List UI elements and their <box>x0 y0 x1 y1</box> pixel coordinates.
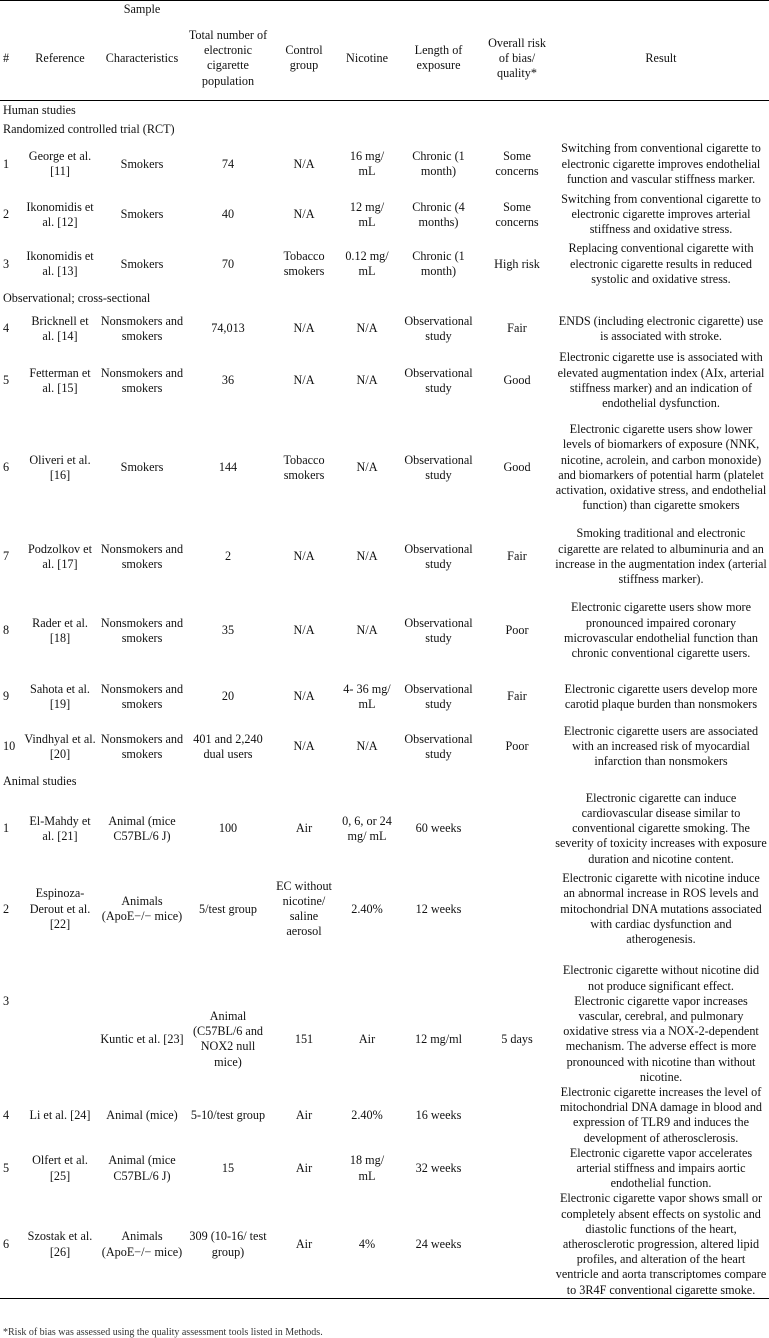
section-title: Animal studies <box>3 773 77 788</box>
section-header-row <box>0 120 769 139</box>
cell-num: 2 <box>3 901 10 916</box>
table-row <box>0 867 769 952</box>
section-header-row <box>0 289 769 308</box>
table-row <box>0 1191 769 1298</box>
cell-nicotine: 4- 36 mg/ mL <box>343 681 391 711</box>
cell-num: 2 <box>3 207 10 222</box>
cell-result: Electronic cigarette vapor increases vascular, cerebral, and pulmonary oxidative stress via a NOX-2-dependent mechanism. The adverse effect is more pronounced with nicotine than without nicotine. <box>563 993 759 1084</box>
header-total: Total number of electronic cigarette population <box>186 17 270 100</box>
cell-reference: Sahota et al. [19] <box>30 681 90 711</box>
cell-risk: Fair <box>507 549 527 564</box>
cell-control: N/A <box>293 321 315 336</box>
cell-result: Electronic cigarette vapor shows small or completely absent effects on systolic and diastolic functions of the heart, atherosclerotic progression, altered lipid profiles, and alteration of the heart ventricle and aorta transcriptomes compare to 3R4F conventional cigarette smoke. <box>553 1191 769 1298</box>
cell-reference: Li et al. [24] <box>29 1107 91 1122</box>
cell-result: Electronic cigarette users show lower levels of biomarkers of exposure (NNK, nicotine, acrolein, and carbon monoxide) and biomarkers of potential harm (platelet activation, oxidative stress, and endothelial function) than cigarette smokers <box>555 422 767 513</box>
cell-length: Observational study <box>404 541 473 571</box>
cell-risk: Good <box>503 460 531 475</box>
cell-length: 16 weeks <box>415 1107 462 1122</box>
cell-characteristics: Nonsmokers and smokers <box>100 681 184 711</box>
cell-length: Chronic (1 month) <box>412 149 465 179</box>
cell-c7 <box>481 952 553 994</box>
cell-length: 24 weeks <box>396 1191 481 1298</box>
cell-c3: Animal (C57BL/6 and NOX2 null mice) <box>192 1008 264 1069</box>
cell-control: N/A <box>293 549 315 564</box>
cell-control: N/A <box>293 623 315 638</box>
cell-risk <box>481 1085 553 1146</box>
cell-reference: George et al. [11] <box>28 149 92 179</box>
cell-control: N/A <box>293 207 315 222</box>
cell-control: N/A <box>293 689 315 704</box>
table-row <box>0 139 769 190</box>
cell-result: Electronic cigarette vapor accelerates arterial stiffness and impairs aortic endothelial function. <box>569 1145 753 1191</box>
cell-characteristics: Animals (ApoE−/− mice) <box>98 1191 186 1298</box>
cell-nicotine: N/A <box>356 623 378 638</box>
cell-risk <box>481 867 553 952</box>
table-row <box>0 308 769 350</box>
header-characteristics: Characteristics <box>98 17 186 100</box>
cell-result: Electronic cigarette users are associated with an increased risk of myocardial infarction than nonsmokers <box>563 723 759 769</box>
cell-characteristics: Smokers <box>120 156 164 171</box>
table-row-shifted <box>0 952 769 994</box>
cell-characteristics: Nonsmokers and smokers <box>100 731 184 761</box>
cell-characteristics: Smokers <box>120 207 164 222</box>
cell-nicotine: 0.12 mg/ mL <box>345 249 389 279</box>
cell-reference: Fetterman et al. [15] <box>29 365 91 395</box>
header-nicotine: Nicotine <box>338 17 396 100</box>
cell-risk: Poor <box>505 739 529 754</box>
cell-nicotine: N/A <box>356 739 378 754</box>
header-result: Result <box>553 17 769 100</box>
cell-num: 7 <box>3 549 10 564</box>
section-title: Randomized controlled trial (RCT) <box>3 121 175 136</box>
cell-num: 4 <box>3 1107 10 1122</box>
cell-nicotine: N/A <box>356 321 378 336</box>
cell-c2: Kuntic et al. [23] <box>100 1031 184 1046</box>
cell-result: Electronic cigarette without nicotine did not produce significant effect. <box>562 963 760 993</box>
table-header <box>0 1 769 101</box>
cell-control: N/A <box>293 156 315 171</box>
cell-total: 401 and 2,240 dual users <box>193 731 263 761</box>
section-title: Observational; cross-sectional <box>3 290 151 305</box>
cell-control: Air <box>295 821 313 836</box>
cell-result: Electronic cigarette increases the level of mitochondrial DNA damage in blood and expression of TLR9 and induces the development of atherosclerosis. <box>559 1084 763 1145</box>
table-row <box>0 1085 769 1146</box>
cell-control: EC without nicotine/ saline aerosol <box>276 878 332 939</box>
cell-risk: High risk <box>494 256 540 271</box>
cell-c7: 5 days <box>501 1031 533 1046</box>
cell-control: Air <box>295 1107 313 1122</box>
cell-control: Air <box>270 1191 338 1298</box>
cell-num: 9 <box>3 689 10 704</box>
cell-num: 1 <box>3 156 10 171</box>
cell-length: Observational study <box>404 452 473 482</box>
cell-nicotine: 2.40% <box>351 1107 383 1122</box>
cell-c2 <box>98 952 186 994</box>
cell-reference: Podzolkov et al. [17] <box>28 541 92 571</box>
header-reference: Reference <box>22 17 98 100</box>
cell-total: 5/test group <box>199 901 257 916</box>
table-row <box>0 672 769 722</box>
cell-length: Observational study <box>404 731 473 761</box>
cell-total: 5-10/test group <box>190 1107 266 1122</box>
cell-num: 4 <box>3 321 10 336</box>
cell-reference: Bricknell et al. [14] <box>31 313 89 343</box>
cell-risk: Fair <box>507 321 527 336</box>
cell-characteristics: Nonsmokers and smokers <box>100 541 184 571</box>
table-row <box>0 1146 769 1192</box>
cell-reference: Szostak et al. [26] <box>22 1191 98 1298</box>
cell-nicotine: 18 mg/ mL <box>349 1153 385 1183</box>
cell-risk: Fair <box>507 689 527 704</box>
cell-control: N/A <box>293 373 315 388</box>
cell-total: 309 (10-16/ test group) <box>186 1191 270 1298</box>
header-risk: Overall risk of bias/ quality* <box>481 17 553 100</box>
cell-total: 15 <box>221 1160 235 1175</box>
cell-total: 74,013 <box>211 321 245 336</box>
cell-result: Replacing conventional cigarette with electronic cigarette results in reduced systolic and oxidative stress. <box>568 241 754 286</box>
cell-num: 1 <box>3 821 10 836</box>
cell-total: 35 <box>221 623 235 638</box>
cell-total: 40 <box>221 207 235 222</box>
cell-total: 144 <box>218 460 238 475</box>
cell-risk: Good <box>503 373 531 388</box>
cell-num: 3 <box>3 993 10 1008</box>
header-length: Length of exposure <box>396 17 481 100</box>
cell-characteristics: Animals (ApoE−/− mice) <box>101 894 183 924</box>
cell-nicotine: N/A <box>356 373 378 388</box>
cell-nicotine: 2.40% <box>351 901 383 916</box>
cell-total: 36 <box>221 373 235 388</box>
table-row <box>0 240 769 289</box>
cell-num: 10 <box>3 739 16 754</box>
cell-c5: Air <box>358 1031 376 1046</box>
cell-total: 100 <box>218 821 238 836</box>
cell-risk <box>481 1146 553 1192</box>
cell-c4: 151 <box>294 1031 314 1046</box>
table-row-shifted <box>0 994 769 1085</box>
cell-reference: Ikonomidis et al. [12] <box>26 199 94 229</box>
header-control: Control group <box>270 17 338 100</box>
cell-length: Chronic (4 months) <box>412 199 465 229</box>
table-row <box>0 412 769 524</box>
cell-num: 5 <box>3 1160 10 1175</box>
cell-c1 <box>22 952 98 994</box>
cell-total: 74 <box>221 156 235 171</box>
cell-result: Electronic cigarette can induce cardiovascular disease similar to conventional cigarette smoking. The severity of toxicity increases with exposure duration and nicotine content. <box>555 790 767 866</box>
cell-nicotine: 12 mg/ mL <box>349 199 385 229</box>
cell-num: 6 <box>0 1191 22 1298</box>
table-row <box>0 524 769 590</box>
cell-characteristics: Animal (mice C57BL/6 J) <box>108 1153 176 1183</box>
cell-length: Observational study <box>404 313 473 343</box>
section-title: Human studies <box>3 102 76 117</box>
cell-result: Smoking traditional and electronic cigarette are related to albuminuria and an increase in the augmentation index (arterial stiffness marker). <box>555 526 767 586</box>
cell-risk: Poor <box>505 623 529 638</box>
cell-risk <box>481 791 553 867</box>
table-row <box>0 190 769 240</box>
cell-num: 5 <box>3 373 10 388</box>
cell-nicotine: 0, 6, or 24 mg/ mL <box>342 813 392 843</box>
table-footnote: *Risk of bias was assessed using the quality assessment tools listed in Methods. <box>3 1327 323 1338</box>
table-row <box>0 722 769 772</box>
cell-reference: Olfert et al. [25] <box>32 1153 88 1183</box>
cell-total: 2 <box>224 549 232 564</box>
cell-result: Electronic cigarette users show more pronounced impaired coronary microvascular endothelial function than chronic conventional cigarette users. <box>564 600 758 660</box>
cell-risk <box>481 1191 553 1298</box>
cell-c3 <box>186 952 270 994</box>
cell-reference: Rader et al. [18] <box>32 615 88 645</box>
header-sample: Sample <box>98 1 186 18</box>
cell-length: Chronic (1 month) <box>412 249 465 279</box>
cell-c1 <box>22 994 98 1085</box>
cell-total: 70 <box>221 256 235 271</box>
cell-c6 <box>396 952 481 994</box>
cell-nicotine: 16 mg/ mL <box>349 149 385 179</box>
cell-characteristics: Nonsmokers and smokers <box>100 365 184 395</box>
cell-characteristics: Animal (mice) <box>106 1107 178 1122</box>
cell-result: Electronic cigarette with nicotine induce an abnormal increase in ROS levels and mitochondrial DNA mutations associated with cardiac dysfunction and atherogenesis. <box>560 871 762 947</box>
cell-num: 6 <box>3 460 10 475</box>
cell-nicotine: 4% <box>338 1191 396 1298</box>
cell-length: 12 weeks <box>415 901 462 916</box>
cell-characteristics: Animal (mice C57BL/6 J) <box>108 813 176 843</box>
cell-reference: El-Mahdy et al. [21] <box>29 813 91 843</box>
cell-num: 8 <box>3 623 10 638</box>
cell-control: Tobacco smokers <box>283 249 325 279</box>
cell-nicotine: N/A <box>356 549 378 564</box>
cell-reference: Ikonomidis et al. [13] <box>26 249 94 279</box>
cell-length: Observational study <box>404 681 473 711</box>
cell-length: Observational study <box>404 365 473 395</box>
table-row <box>0 350 769 412</box>
cell-control: Air <box>295 1160 313 1175</box>
cell-nicotine: N/A <box>356 460 378 475</box>
cell-length: Observational study <box>404 615 473 645</box>
cell-result: Switching from conventional cigarette to electronic cigarette improves endothelial function and vascular stiffness marker. <box>561 141 761 186</box>
cell-result: Electronic cigarette users develop more carotid plaque burden than nonsmokers <box>564 681 758 711</box>
cell-length: 60 weeks <box>415 821 462 836</box>
table-row <box>0 590 769 672</box>
cell-total: 20 <box>221 689 235 704</box>
table-body <box>0 100 769 1298</box>
table-row <box>0 791 769 867</box>
cell-risk: Some concerns <box>495 199 539 229</box>
cell-characteristics: Nonsmokers and smokers <box>100 615 184 645</box>
cell-reference: Espinoza-Derout et al. [22] <box>29 886 91 931</box>
cell-characteristics: Smokers <box>120 256 164 271</box>
header-num: # <box>0 17 22 100</box>
cell-c4 <box>270 952 338 994</box>
cell-characteristics: Nonsmokers and smokers <box>100 313 184 343</box>
cell-reference: Vindhyal et al. [20] <box>24 731 96 761</box>
cell-result: ENDS (including electronic cigarette) use is associated with stroke. <box>558 313 764 343</box>
cell-control: Tobacco smokers <box>283 452 325 482</box>
section-header-row <box>0 772 769 791</box>
cell-num: 3 <box>3 256 10 271</box>
cell-risk: Some concerns <box>495 149 539 179</box>
cell-c6: 12 mg/ml <box>414 1031 463 1046</box>
cell-result: Switching from conventional cigarette to electronic cigarette improves arterial stiffness and oxidative stress. <box>561 191 761 237</box>
cell-c5 <box>338 952 396 994</box>
cell-reference: Oliveri et al. [16] <box>29 452 91 482</box>
cell-characteristics: Smokers <box>120 460 164 475</box>
cell-result: Electronic cigarette use is associated with elevated augmentation index (AIx, arterial stiffness marker) and an indication of endothelial dysfunction. <box>557 350 765 410</box>
cell-length: 32 weeks <box>415 1160 462 1175</box>
cell-control: N/A <box>293 739 315 754</box>
section-header-row <box>0 100 769 120</box>
cell-num <box>0 952 22 994</box>
